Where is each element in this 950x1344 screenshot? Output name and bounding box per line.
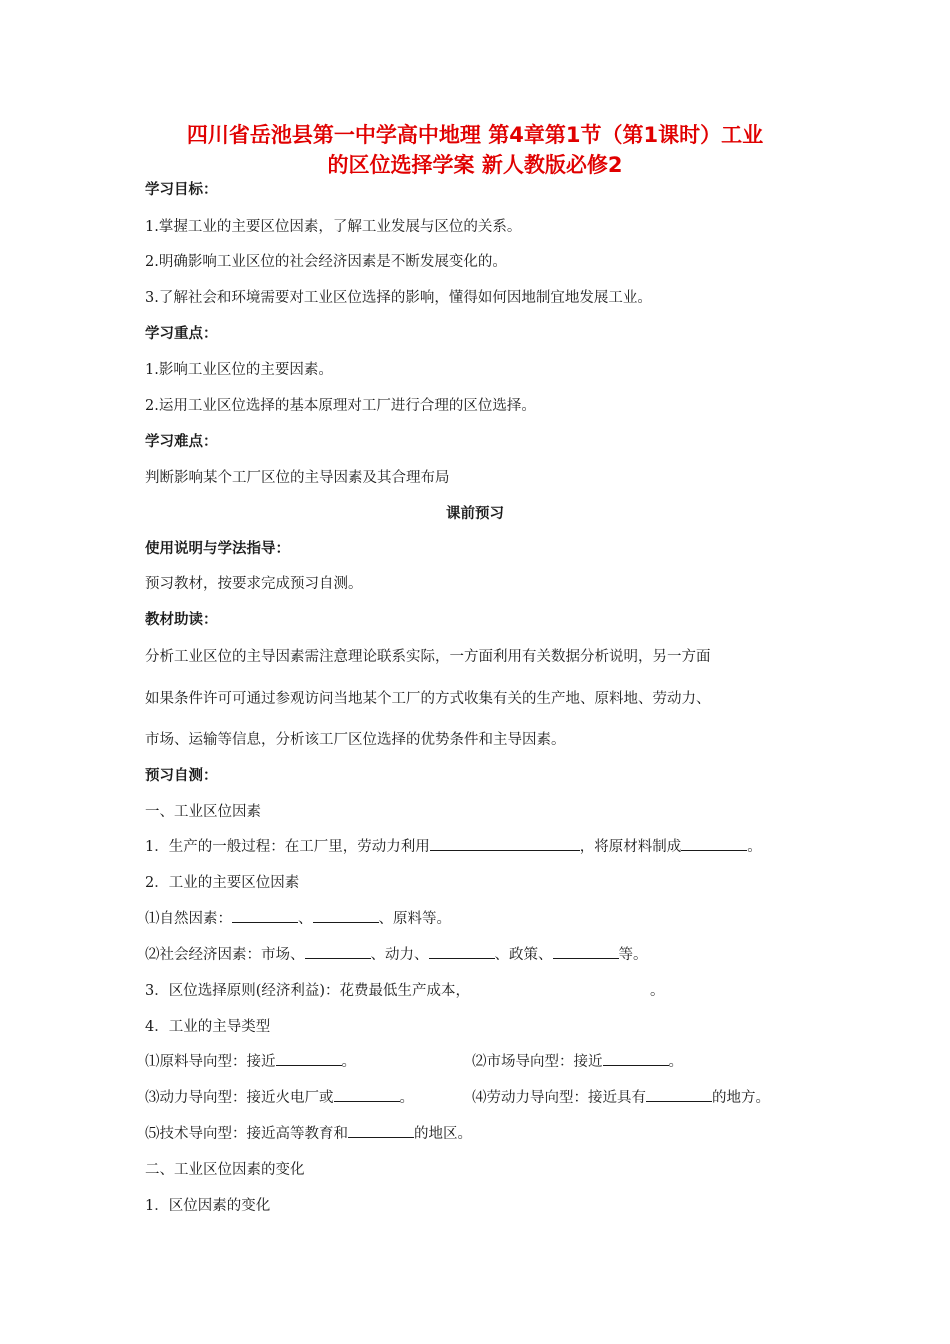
question-2-1-text-a: ⑴自然因素： bbox=[145, 911, 232, 927]
question-2: 2．工业的主要区位因素 bbox=[145, 875, 300, 891]
part2-heading: 二、工业区位因素的变化 bbox=[145, 1162, 305, 1178]
question-3 bbox=[145, 979, 665, 1000]
selftest-heading: 预习自测： bbox=[145, 768, 218, 784]
type-5 bbox=[145, 1122, 472, 1143]
question-2-1-text-b: 、 bbox=[298, 911, 313, 927]
reading-line-2: 如果条件许可可通过参观访问当地某个工厂的方式收集有关的生产地、原料地、劳动力、 bbox=[145, 691, 711, 707]
question-2-2-text-a: ⑵社会经济因素：市场、 bbox=[145, 947, 305, 963]
part1-heading: 一、工业区位因素 bbox=[145, 804, 261, 820]
key-points-heading: 学习重点： bbox=[145, 326, 218, 342]
question-3-text: 3．区位选择原则(经济利益)：花费最低生产成本， bbox=[145, 983, 471, 999]
question-4: 4．工业的主导类型 bbox=[145, 1019, 271, 1035]
goal-item-2: 2.明确影响工业区位的社会经济因素是不断发展变化的。 bbox=[145, 254, 507, 270]
usage-text: 预习教材，按要求完成预习自测。 bbox=[145, 576, 363, 592]
usage-heading: 使用说明与学法指导： bbox=[145, 541, 290, 557]
key-point-item-1: 1.影响工业区位的主要因素。 bbox=[145, 362, 333, 378]
goal-item-3: 3.了解社会和环境需要对工业区位选择的影响，懂得如何因地制宜地发展工业。 bbox=[145, 290, 652, 306]
type-1 bbox=[145, 1050, 356, 1071]
type-2-text-b: 。 bbox=[668, 1054, 683, 1070]
answer-blank[interactable] bbox=[232, 908, 298, 923]
type-4-text-a: ⑷劳动力导向型：接近具有 bbox=[472, 1090, 646, 1106]
question-1 bbox=[145, 835, 762, 856]
type-3 bbox=[145, 1086, 414, 1107]
type-1-text-b: 。 bbox=[341, 1054, 356, 1070]
answer-blank[interactable] bbox=[313, 908, 379, 923]
type-2-text-a: ⑵市场导向型：接近 bbox=[472, 1054, 603, 1070]
type-1-text-a: ⑴原料导向型：接近 bbox=[145, 1054, 276, 1070]
type-3-text-b: 。 bbox=[399, 1090, 414, 1106]
question-2-2 bbox=[145, 943, 648, 964]
reading-line-1: 分析工业区位的主导因素需注意理论联系实际，一方面利用有关数据分析说明，另一方面 bbox=[145, 649, 711, 665]
question-1-text-a: 1．生产的一般过程：在工厂里，劳动力利用 bbox=[145, 839, 430, 855]
answer-blank[interactable] bbox=[430, 836, 580, 851]
question-2-1 bbox=[145, 907, 451, 928]
key-point-item-2: 2.运用工业区位选择的基本原理对工厂进行合理的区位选择。 bbox=[145, 398, 536, 414]
document-title-line-1: 四川省岳池县第一中学高中地理 第4章第1节（第1课时）工业 bbox=[186, 123, 764, 147]
part2-question-1: 1．区位因素的变化 bbox=[145, 1198, 271, 1214]
question-2-2-text-d: 等。 bbox=[618, 947, 648, 963]
type-4 bbox=[472, 1086, 770, 1107]
answer-blank[interactable] bbox=[305, 944, 371, 959]
type-5-text-a: ⑸技术导向型：接近高等教育和 bbox=[145, 1126, 348, 1142]
question-3-end: 。 bbox=[650, 983, 665, 999]
goal-item-1: 1.掌握工业的主要区位因素，了解工业发展与区位的关系。 bbox=[145, 219, 522, 235]
reading-line-3: 市场、运输等信息，分析该工厂区位选择的优势条件和主导因素。 bbox=[145, 732, 566, 748]
question-2-2-text-c: 、政策、 bbox=[494, 947, 553, 963]
preview-section-title: 课前预习 bbox=[446, 506, 504, 522]
document-title-line-2: 的区位选择学案 新人教版必修2 bbox=[327, 153, 623, 177]
type-3-text-a: ⑶动力导向型：接近火电厂或 bbox=[145, 1090, 334, 1106]
difficulties-heading: 学习难点： bbox=[145, 434, 218, 450]
reading-heading: 教材助读： bbox=[145, 612, 218, 628]
answer-blank[interactable] bbox=[646, 1087, 712, 1102]
type-2 bbox=[472, 1050, 683, 1071]
goals-heading: 学习目标： bbox=[145, 182, 218, 198]
answer-blank[interactable] bbox=[681, 836, 747, 851]
answer-blank[interactable] bbox=[334, 1087, 400, 1102]
question-2-1-text-c: 、原料等。 bbox=[378, 911, 451, 927]
question-2-2-text-b: 、动力、 bbox=[370, 947, 429, 963]
answer-blank[interactable] bbox=[348, 1123, 414, 1138]
type-4-text-b: 的地方。 bbox=[712, 1090, 770, 1106]
difficulties-text: 判断影响某个工厂区位的主导因素及其合理布局 bbox=[145, 470, 450, 486]
question-1-text-c: 。 bbox=[747, 839, 762, 855]
answer-blank[interactable] bbox=[603, 1051, 669, 1066]
question-1-text-b: ，将原材料制成 bbox=[579, 839, 682, 855]
answer-blank[interactable] bbox=[429, 944, 495, 959]
type-5-text-b: 的地区。 bbox=[414, 1126, 472, 1142]
answer-blank[interactable] bbox=[276, 1051, 342, 1066]
answer-blank[interactable] bbox=[553, 944, 619, 959]
